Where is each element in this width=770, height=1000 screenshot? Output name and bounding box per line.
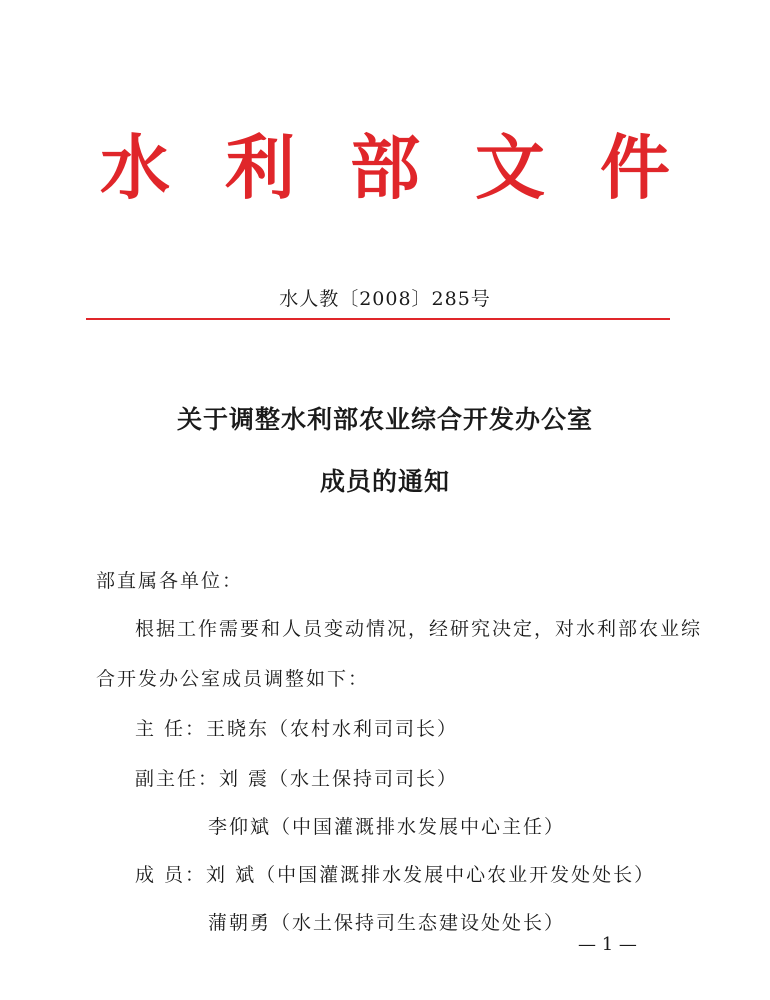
member-row-deputy-director-2 — [208, 812, 565, 839]
member-row-member-2 — [208, 908, 565, 935]
member-entry: 刘 斌（中国灌溉排水发展中心农业开发处处长） — [206, 864, 656, 886]
masthead-char: 利 — [225, 126, 295, 209]
member-entry: 蒲朝勇（水土保持司生态建设处处长） — [208, 912, 566, 934]
salutation: 部直属各单位： — [96, 570, 244, 592]
red-divider — [86, 318, 670, 320]
member-role: 成 员： — [135, 864, 207, 886]
masthead-title — [100, 128, 670, 208]
notice-title-line-2: 成员的通知 — [319, 467, 450, 496]
member-entry: 刘 震（水土保持司司长） — [219, 768, 459, 790]
notice-title-line-1: 关于调整水利部农业综合开发办公室 — [176, 405, 593, 434]
paragraph-line-2: 合开发办公室成员调整如下： — [96, 668, 370, 690]
member-entry: 王晓东（农村水利司司长） — [206, 718, 459, 740]
page-number: — 1 — — [578, 934, 637, 955]
member-entry: 李仰斌（中国灌溉排水发展中心主任） — [208, 816, 566, 838]
paragraph-line-1: 根据工作需要和人员变动情况，经研究决定，对水利部农业综 — [135, 618, 703, 640]
masthead-char: 件 — [600, 126, 670, 209]
masthead-char: 水 — [100, 126, 170, 209]
member-role: 副主任： — [135, 768, 220, 790]
document-number: 水人教〔2008〕285号 — [279, 288, 491, 310]
member-row-director — [135, 714, 458, 741]
member-row-member — [135, 860, 655, 887]
masthead-char: 文 — [475, 126, 545, 209]
member-role: 主 任： — [135, 718, 207, 740]
member-row-deputy-director — [135, 764, 458, 791]
masthead-char: 部 — [350, 126, 420, 209]
